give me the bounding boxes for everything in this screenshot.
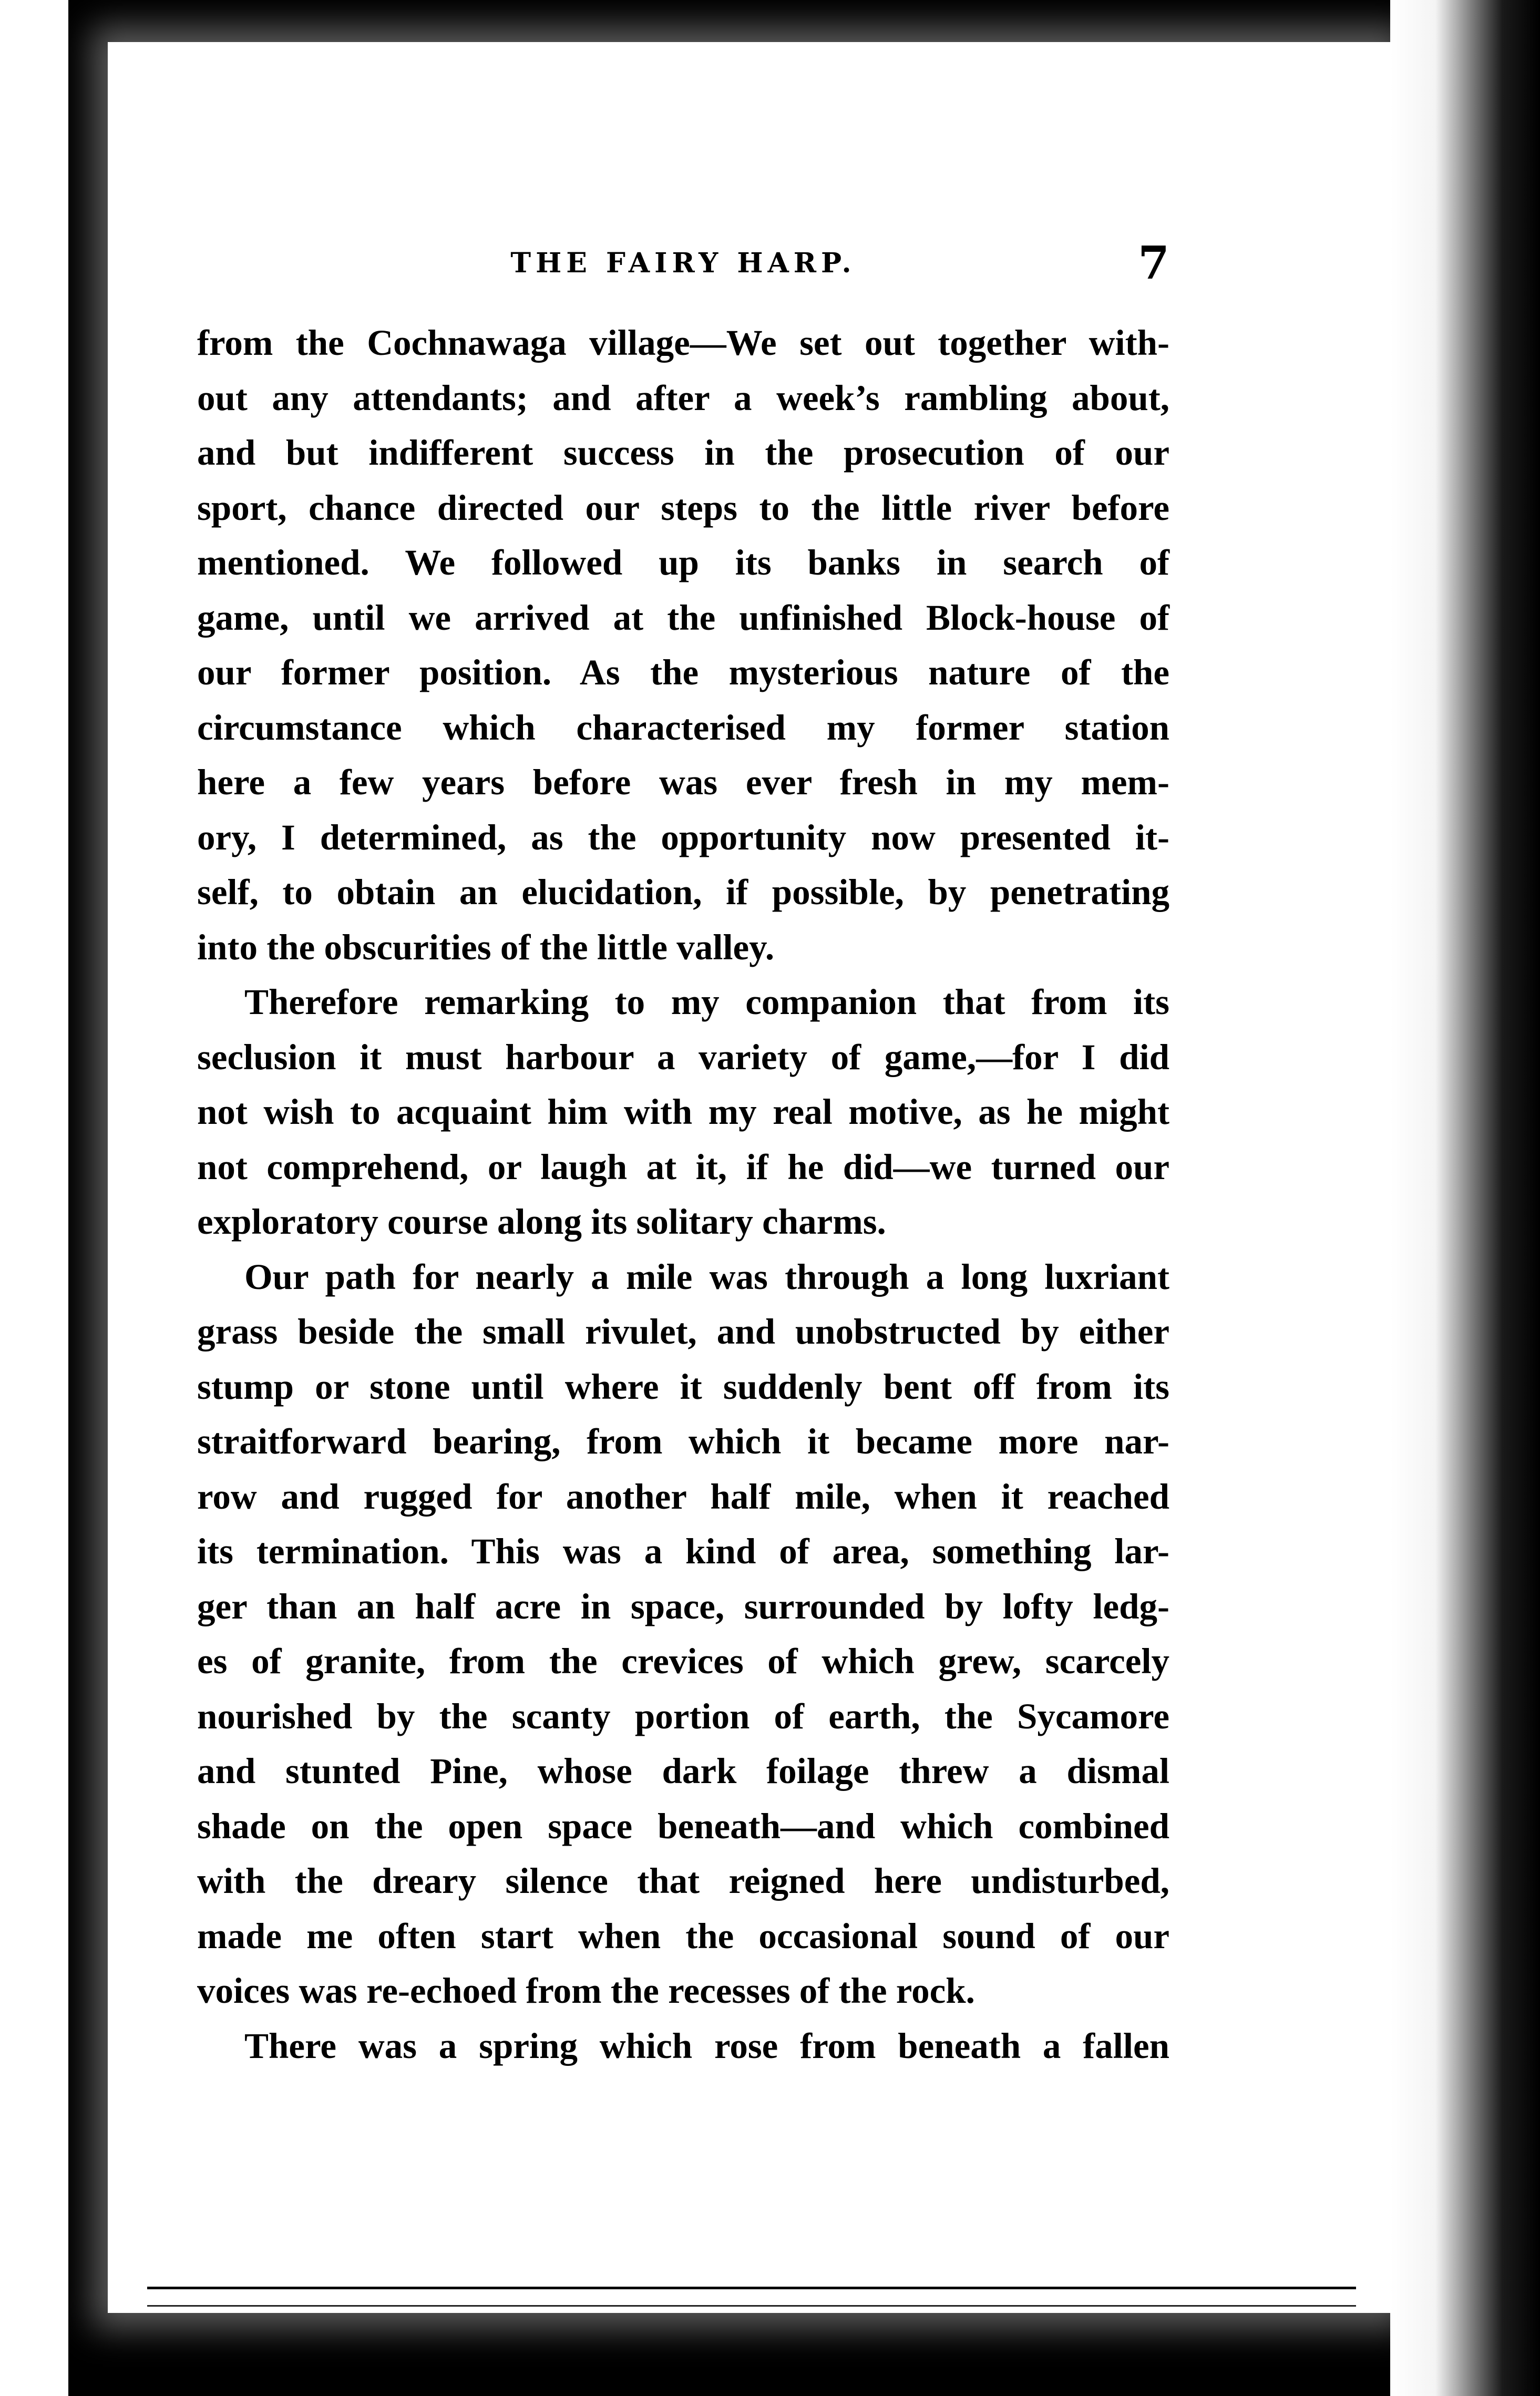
- text-line: circumstance which characterised my former station: [197, 707, 1169, 748]
- text-line: Our path for nearly a mile was through a long luxriant: [244, 1256, 1169, 1297]
- text-line: stump or stone until where it suddenly bent off from its: [197, 1366, 1169, 1407]
- running-title: THE FAIRY HARP.: [510, 247, 856, 279]
- text-line: self, to obtain an elucidation, if possible, by penetrating: [197, 872, 1169, 912]
- text-line: with the dreary silence that reigned here undisturbed,: [197, 1861, 1169, 1901]
- text-line: our former position. As the mysterious nature of the: [197, 652, 1169, 692]
- text-line: seclusion it must harbour a variety of game,—for I did: [197, 1037, 1169, 1077]
- text-line: and stunted Pine, whose dark foilage threw a dismal: [197, 1751, 1169, 1791]
- text-line: game, until we arrived at the unfinished Block-house of: [197, 597, 1169, 638]
- text-line: sport, chance directed our steps to the little river before: [197, 487, 1169, 528]
- text-line: voices was re-echoed from the recesses of the rock.: [197, 1971, 975, 2011]
- text-line: into the obscurities of the little valley.: [197, 927, 775, 967]
- page-header: [197, 237, 1169, 294]
- text-line: exploratory course along its solitary charms.: [197, 1202, 886, 1242]
- text-line: row and rugged for another half mile, when it reached: [197, 1476, 1169, 1517]
- text-line: There was a spring which rose from beneath a fallen: [244, 2025, 1169, 2066]
- text-line: its termination. This was a kind of area, something lar-: [197, 1531, 1169, 1571]
- right-page-edge: [1390, 0, 1540, 2396]
- text-line: nourished by the scanty portion of earth, the Sycamore: [197, 1696, 1169, 1736]
- gutter-shadow: [68, 0, 108, 2396]
- text-line: es of granite, from the crevices of which grew, scarcely: [197, 1641, 1169, 1681]
- left-page-edge: [0, 0, 68, 2396]
- text-line: not wish to acquaint him with my real motive, as he might: [197, 1092, 1169, 1132]
- text-line: Therefore remarking to my companion that from its: [244, 982, 1169, 1022]
- page-number: 7: [1138, 237, 1169, 290]
- text-line: mentioned. We followed up its banks in search of: [197, 542, 1169, 582]
- text-line: ger than an half acre in space, surrounded by lofty ledg-: [197, 1586, 1169, 1626]
- text-line: out any attendants; and after a week’s rambling about,: [197, 377, 1169, 418]
- bottom-border-line: [147, 2305, 1356, 2307]
- bottom-border-line: [147, 2287, 1356, 2289]
- body-text: [197, 315, 1169, 2073]
- text-line: here a few years before was ever fresh in my mem-: [197, 762, 1169, 802]
- text-line: grass beside the small rivulet, and unobstructed by either: [197, 1312, 1169, 1351]
- text-line: and but indifferent success in the prosecution of our: [197, 433, 1169, 473]
- text-line: shade on the open space beneath—and which combined: [197, 1806, 1169, 1846]
- text-line: not comprehend, or laugh at it, if he did—we turned our: [197, 1146, 1169, 1187]
- text-line: made me often start when the occasional sound of our: [197, 1916, 1169, 1956]
- text-line: ory, I determined, as the opportunity now presented it-: [197, 817, 1169, 857]
- text-line: straitforward bearing, from which it became more nar-: [197, 1421, 1169, 1461]
- text-line: from the Cochnawaga village—We set out together with-: [197, 323, 1169, 363]
